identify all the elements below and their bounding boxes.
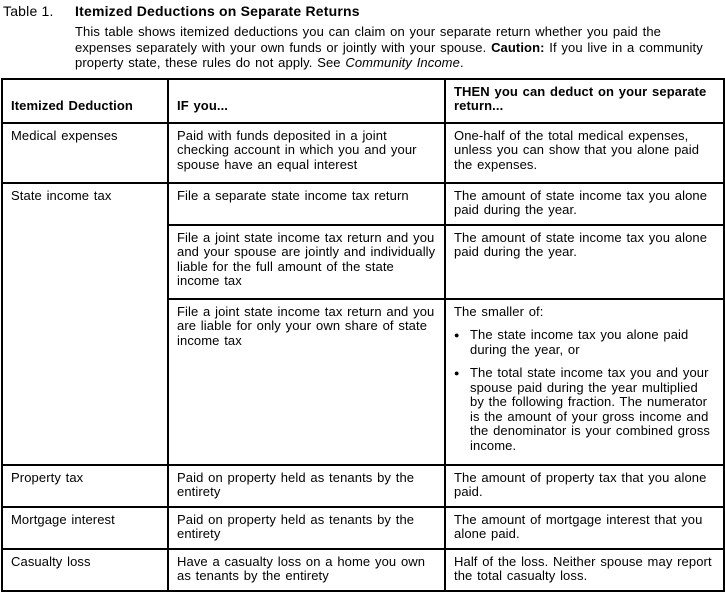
then-cell-state-joint-liable: The amount of state income tax you alone paid during the year. bbox=[445, 225, 724, 299]
if-cell-mortgage-interest: Paid on property held as tenants by the entirety bbox=[168, 507, 445, 549]
bullet-icon: ● bbox=[454, 368, 460, 378]
if-cell-state-own-share: File a joint state income tax return and you are liable for only your own share of state income tax bbox=[168, 299, 445, 465]
table-row-casualty-loss bbox=[2, 549, 724, 591]
itemized-deductions-table bbox=[1, 78, 725, 592]
caution-label: Caution: bbox=[491, 39, 545, 55]
then-cell-casualty-loss: Half of the loss. Neither spouse may report the total casualty loss. bbox=[445, 549, 724, 591]
then-cell-property-tax: The amount of property tax that you alone paid. bbox=[445, 465, 724, 507]
table-row-medical-expenses bbox=[2, 123, 724, 183]
table-title: Itemized Deductions on Separate Returns bbox=[75, 3, 360, 19]
deduction-cell-casualty-loss: Casualty loss bbox=[2, 549, 168, 591]
if-cell-casualty-loss: Have a casualty loss on a home you own as tenants by the entirety bbox=[168, 549, 445, 591]
deduction-cell-mortgage-interest: Mortgage interest bbox=[2, 507, 168, 549]
bullet-text-fraction: The total state income tax you and your spouse paid during the year multiplied by the following fraction. The numerator is the amount of your gross income and the denominator is your combined gross income. bbox=[470, 365, 711, 453]
table-row-property-tax bbox=[2, 465, 724, 507]
intro-text-1: This table shows itemized deductions you can claim on your separate return whether you paid the expenses separately with your own funds or jointly with your spouse. bbox=[75, 24, 661, 55]
table-caption bbox=[3, 3, 724, 71]
deduction-cell-medical-expenses: Medical expenses bbox=[2, 123, 168, 183]
list-item bbox=[454, 328, 715, 357]
list-item bbox=[454, 366, 715, 453]
community-income-reference: Community Income bbox=[345, 55, 460, 70]
table-number-label: Table 1. bbox=[3, 3, 54, 19]
intro-text-2: If you live in a community property state, these rules do not apply. See bbox=[75, 39, 703, 70]
if-cell-medical-expenses: Paid with funds deposited in a joint checking account in which you and your spouse have an equal interest bbox=[168, 123, 445, 183]
header-then-deduct: THEN you can deduct on your separate return... bbox=[445, 79, 724, 123]
table-intro-paragraph bbox=[75, 24, 703, 71]
deduction-cell-property-tax: Property tax bbox=[2, 465, 168, 507]
bullet-icon: ● bbox=[454, 330, 460, 340]
table-header-row bbox=[2, 79, 724, 123]
then-cell-mortgage-interest: The amount of mortgage interest that you alone paid. bbox=[445, 507, 724, 549]
if-cell-state-separate-return: File a separate state income tax return bbox=[168, 183, 445, 225]
header-itemized-deduction: Itemized Deduction bbox=[2, 79, 168, 123]
if-cell-state-joint-liable: File a joint state income tax return and you and your spouse are jointly and individually liable for the full amount of the state income tax bbox=[168, 225, 445, 299]
table-row-mortgage-interest bbox=[2, 507, 724, 549]
caption-body bbox=[75, 3, 724, 71]
bullet-text-alone-paid: The state income tax you alone paid during the year, or bbox=[470, 327, 689, 357]
deduction-cell-state-income-tax: State income tax bbox=[2, 183, 168, 465]
then-cell-state-separate-return: The amount of state income tax you alone paid during the year. bbox=[445, 183, 724, 225]
then-cell-medical-expenses: One-half of the total medical expenses, unless you can show that you alone paid the expenses. bbox=[445, 123, 724, 183]
intro-text-3: . bbox=[459, 55, 464, 70]
table-row-state-income-tax-1 bbox=[2, 183, 724, 225]
header-if-you: IF you... bbox=[168, 79, 445, 123]
smaller-of-intro: The smaller of: bbox=[454, 303, 544, 319]
if-cell-property-tax: Paid on property held as tenants by the entirety bbox=[168, 465, 445, 507]
then-cell-state-own-share bbox=[445, 299, 724, 465]
